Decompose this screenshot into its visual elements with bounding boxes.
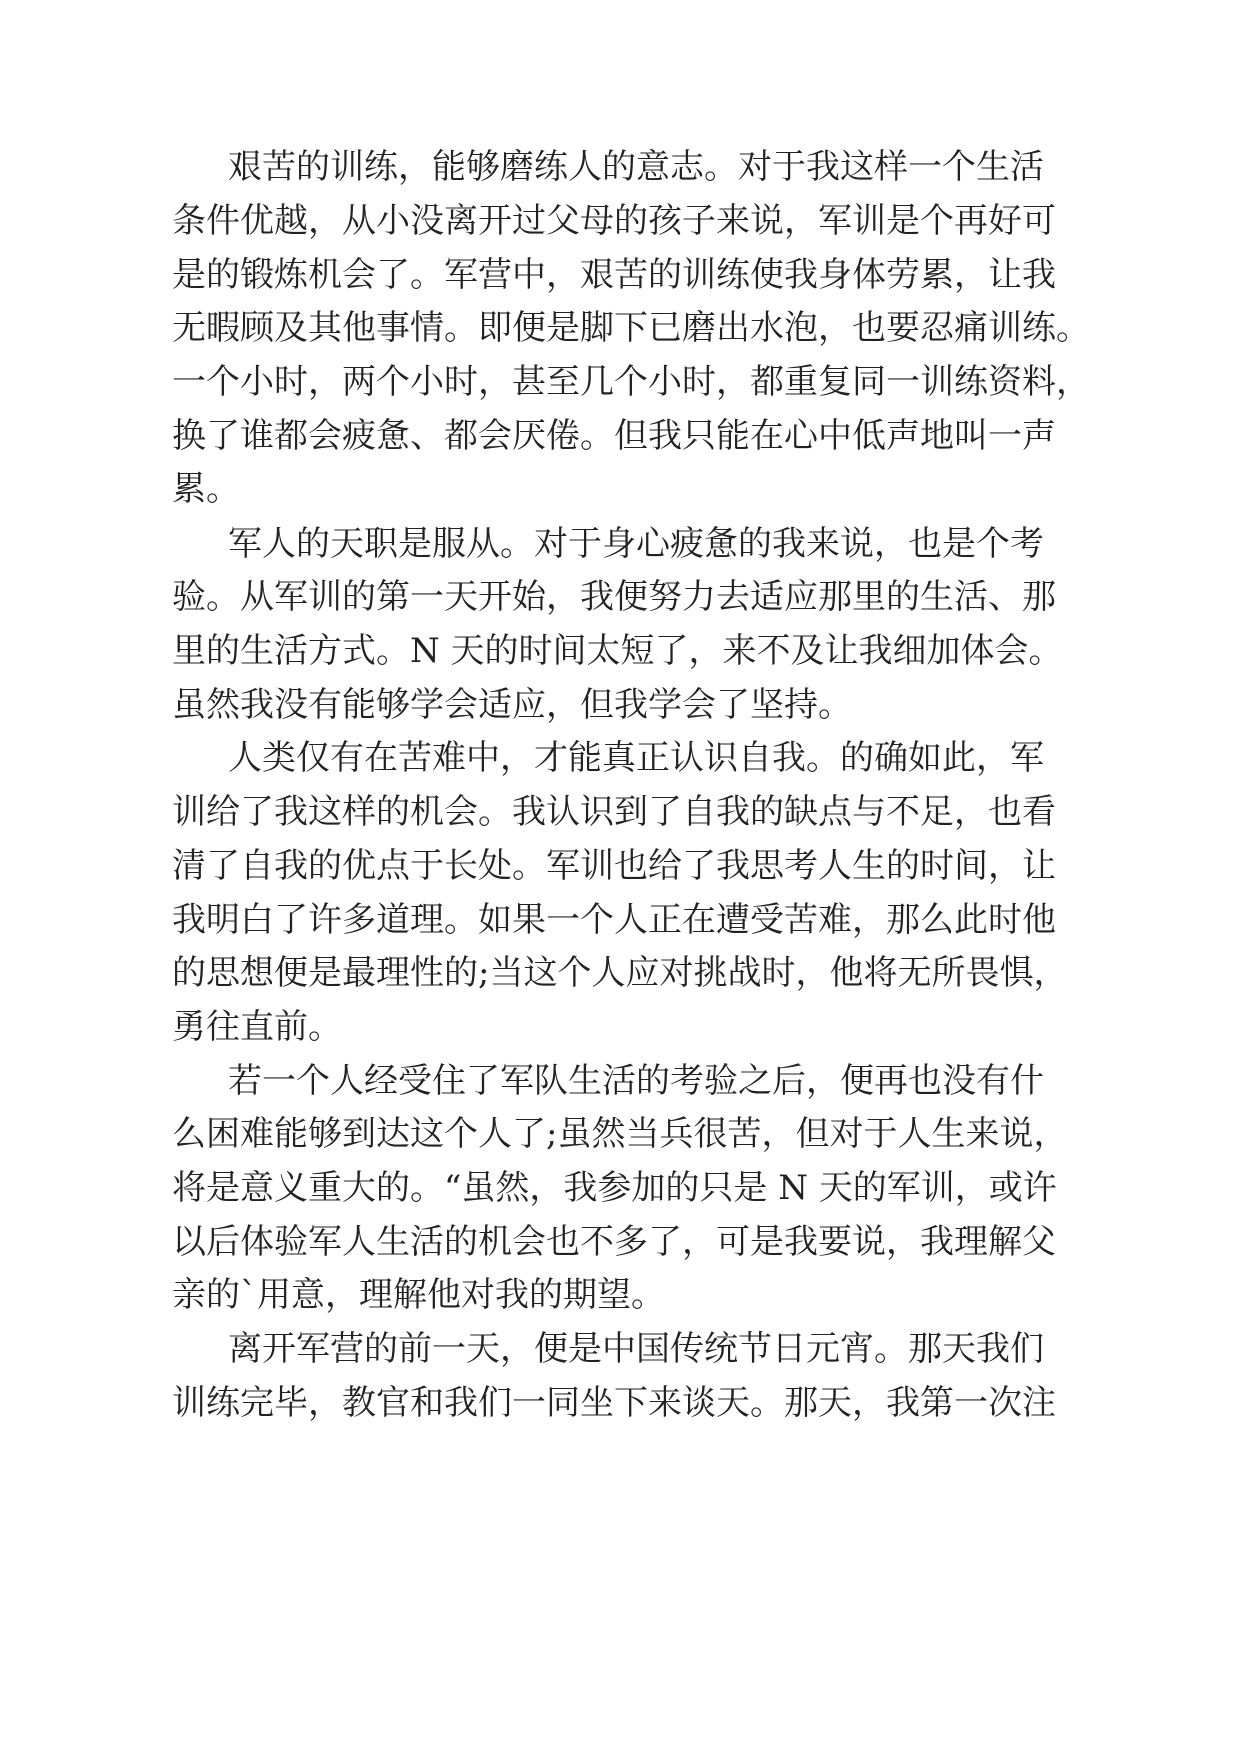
text-line: 么困难能够到达这个人了;虽然当兵很苦，但对于人生来说， [172,1114,1068,1154]
text-line: 以后体验军人生活的机会也不多了，可是我要说，我理解父 [172,1222,1056,1262]
text-line: 累。 [172,469,240,509]
text-line: 无暇顾及其他事情。即便是脚下已磨出水泡，也要忍痛训练。 [172,308,1090,348]
text-line: 一个小时，两个小时，甚至几个小时，都重复同一训练资料， [172,362,1090,402]
text-line: 人类仅有在苦难中，才能真正认识自我。的确如此，军 [228,738,1044,778]
text-line: 是的锻炼机会了。军营中，艰苦的训练使我身体劳累，让我 [172,255,1056,295]
text-line: 换了谁都会疲惫、都会厌倦。但我只能在心中低声地叫一声 [172,416,1056,456]
text-line: 离开军营的前一天，便是中国传统节日元宵。那天我们 [228,1329,1044,1369]
text-line: 里的生活方式。N 天的时间太短了，来不及让我细加体会。 [172,631,1063,671]
text-line: 军人的天职是服从。对于身心疲惫的我来说，也是个考 [228,524,1044,564]
text-line: 训练完毕，教官和我们一同坐下来谈天。那天，我第一次注 [172,1383,1056,1423]
text-line: 勇往直前。 [172,1007,342,1047]
text-line: 虽然我没有能够学会适应，但我学会了坚持。 [172,685,852,725]
text-line: 艰苦的训练，能够磨练人的意志。对于我这样一个生活 [228,147,1044,187]
text-line: 亲的`用意，理解他对我的期望。 [172,1275,665,1315]
text-line: 的思想便是最理性的;当这个人应对挑战时，他将无所畏惧， [172,953,1068,993]
text-line: 若一个人经受住了军队生活的考验之后，便再也没有什 [228,1061,1044,1101]
text-line: 条件优越，从小没离开过父母的孩子来说，军训是个再好可 [172,201,1056,241]
text-line: 清了自我的优点于长处。军训也给了我思考人生的时间，让 [172,846,1056,886]
text-line: 我明白了许多道理。如果一个人正在遭受苦难，那么此时他 [172,900,1056,940]
text-line: 训给了我这样的机会。我认识到了自我的缺点与不足，也看 [172,792,1056,832]
text-line: 将是意义重大的。“虽然，我参加的只是 N 天的军训，或许 [172,1168,1057,1208]
text-line: 验。从军训的第一天开始，我便努力去适应那里的生活、那 [172,577,1056,617]
